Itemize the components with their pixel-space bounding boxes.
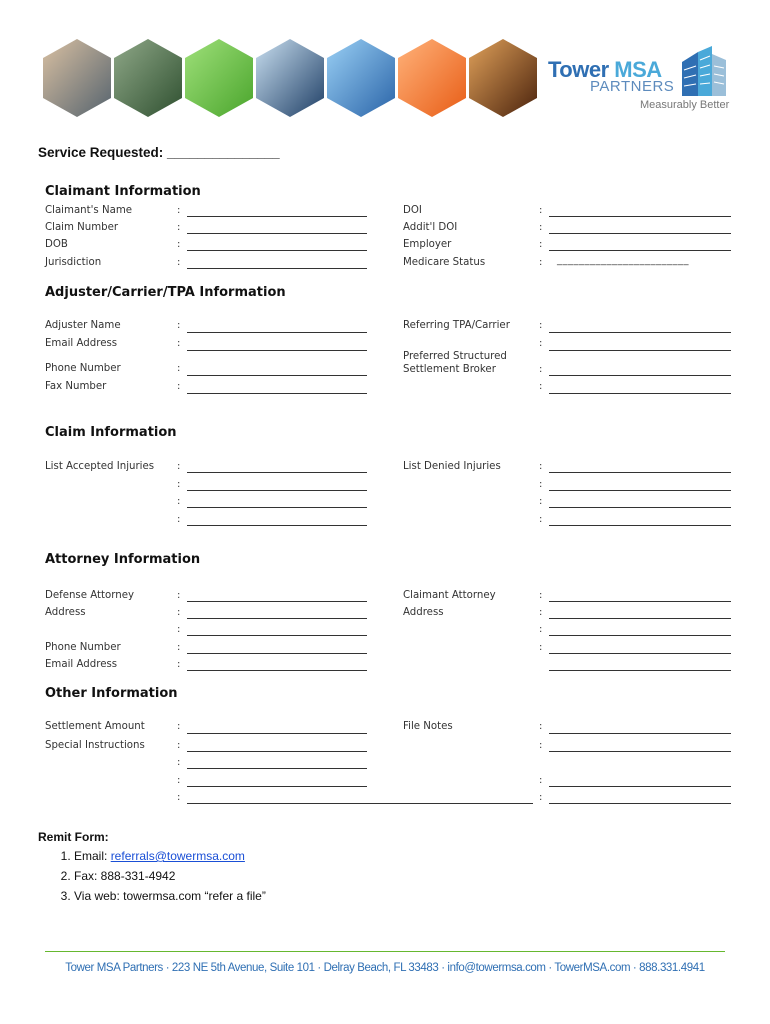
header-banner [40,36,540,120]
label-adjuster-fax: Fax Number [45,381,107,392]
colon: : [177,607,181,618]
colon: : [177,257,181,268]
colon: : [177,740,181,751]
logo-partners: PARTNERS [590,78,675,95]
colon: : [177,757,181,768]
colon: : [539,624,543,635]
field-accepted-injury[interactable] [187,472,367,473]
colon: : [177,775,181,786]
colon: : [539,320,543,331]
colon: : [177,496,181,507]
label-jurisdiction: Jurisdiction [45,257,102,268]
label-medicare-status: Medicare Status [403,257,486,268]
remit-title: Remit Form: [38,830,109,844]
colon: : [539,775,543,786]
section-title-claimant: Claimant Information [45,184,201,199]
field-referring-tpa[interactable] [549,332,731,333]
field-claim-number[interactable] [187,233,367,234]
colon: : [177,363,181,374]
field-medicare-status[interactable]: ________________________ [557,255,689,266]
colon: : [177,514,181,525]
field-file-notes-4[interactable] [549,803,731,804]
field-denied-injury[interactable] [549,507,731,508]
colon: : [539,496,543,507]
field-adjuster-name[interactable] [187,332,367,333]
colon: : [539,792,543,803]
label-settlement-amount: Settlement Amount [45,721,145,732]
label-accepted-injuries: List Accepted Injuries [45,461,155,472]
field-adjuster-phone[interactable] [187,375,367,376]
hex-image-scales [469,39,537,117]
field-accepted-injury[interactable] [187,507,367,508]
colon: : [539,590,543,601]
field-employer[interactable] [549,250,731,251]
hex-image-pills [327,39,395,117]
label-file-notes: File Notes [403,721,453,732]
label-adjuster-email: Email Address [45,338,118,349]
field-accepted-injury[interactable] [187,490,367,491]
colon: : [539,642,543,653]
section-title-other: Other Information [45,686,178,701]
colon: : [539,740,543,751]
remit-list [38,848,266,904]
building-icon [680,46,728,96]
section-title-adjuster: Adjuster/Carrier/TPA Information [45,285,286,300]
label-employer: Employer [403,239,452,250]
field-doi[interactable] [549,216,731,217]
field-claimant-name[interactable] [187,216,367,217]
field-attorney-email[interactable] [187,670,367,671]
field-claimant-attorney-address-4[interactable] [549,670,731,671]
field-claimant-attorney[interactable] [549,601,731,602]
hex-image-orange [398,39,466,117]
field-dob[interactable] [187,250,367,251]
label-defense-attorney: Defense Attorney [45,590,135,601]
colon: : [177,239,181,250]
colon: : [539,607,543,618]
label-settlement-broker: Settlement Broker [403,364,496,375]
hex-image-green [185,39,253,117]
colon: : [539,364,543,375]
colon: : [177,338,181,349]
label-claimant-name: Claimant's Name [45,205,133,216]
field-claimant-attorney-address[interactable] [549,618,731,619]
colon: : [177,792,181,803]
field-adjuster-fax[interactable] [187,393,367,394]
company-logo [548,44,738,116]
colon: : [539,514,543,525]
field-adjuster-email[interactable] [187,350,367,351]
field-claimant-attorney-address-3[interactable] [549,653,731,654]
field-special-instructions[interactable] [187,751,367,752]
footer-contact: Tower MSA Partners · 223 NE 5th Avenue, Suite 101 · Delray Beach, FL 33483 · info@towermsa.com · TowerMSA.com · 888.331.4941 [65,962,705,974]
hex-image-medical [256,39,324,117]
label-adjuster-phone: Phone Number [45,363,121,374]
service-requested[interactable]: Service Requested: _______________ [38,145,280,160]
colon: : [177,642,181,653]
logo-tagline: Measurably Better [640,99,730,111]
logo-wordmark: Tower MSA [548,57,662,82]
field-referring-tpa-2[interactable] [549,350,731,351]
colon: : [177,205,181,216]
remit-form [38,830,266,908]
colon: : [177,320,181,331]
field-accepted-injury[interactable] [187,525,367,526]
label-addit-doi: Addit'l DOI [403,222,458,233]
label-special-instructions: Special Instructions [45,740,145,751]
field-denied-injury[interactable] [549,472,731,473]
field-attorney-phone[interactable] [187,653,367,654]
field-settlement-broker-2[interactable] [549,393,731,394]
remit-item-fax: 2. Fax: 888-331-4942 [74,868,266,884]
field-defense-address-2[interactable] [187,635,367,636]
colon: : [539,479,543,490]
hex-image-money [114,39,182,117]
field-special-instructions-4[interactable] [187,803,533,804]
colon: : [539,721,543,732]
field-addit-doi[interactable] [549,233,731,234]
colon: : [177,721,181,732]
colon: : [177,461,181,472]
label-claimant-attorney-address: Address [403,607,444,618]
label-claimant-attorney: Claimant Attorney [403,590,496,601]
colon: : [539,461,543,472]
label-adjuster-name: Adjuster Name [45,320,121,331]
label-claim-number: Claim Number [45,222,119,233]
field-jurisdiction[interactable] [187,268,367,269]
email-link[interactable]: referrals@towermsa.com [110,849,245,863]
label-doi: DOI [403,205,422,216]
colon: : [539,381,543,392]
field-claimant-attorney-address-2[interactable] [549,635,731,636]
colon: : [539,205,543,216]
label-dob: DOB [45,239,68,250]
footer-divider [45,951,725,952]
section-title-attorney: Attorney Information [45,552,201,567]
section-title-claim: Claim Information [45,425,177,440]
label-preferred-structured: Preferred Structured [403,351,507,362]
colon: : [177,222,181,233]
field-denied-injury[interactable] [549,490,731,491]
field-defense-attorney[interactable] [187,601,367,602]
colon: : [539,239,543,250]
label-defense-address: Address [45,607,86,618]
field-file-notes-2[interactable] [549,751,731,752]
field-special-instructions-2[interactable] [187,768,367,769]
field-settlement-amount[interactable] [187,733,367,734]
colon: : [177,381,181,392]
label-denied-injuries: List Denied Injuries [403,461,501,472]
colon: : [539,338,543,349]
colon: : [539,222,543,233]
field-special-instructions-3[interactable] [187,786,367,787]
field-file-notes-3[interactable] [549,786,731,787]
field-denied-injury[interactable] [549,525,731,526]
label-attorney-email: Email Address [45,659,118,670]
colon: : [177,590,181,601]
remit-item-web: 3. Via web: towermsa.com “refer a file” [74,888,266,904]
field-settlement-broker[interactable] [549,375,731,376]
colon: : [177,659,181,670]
label-referring-tpa: Referring TPA/Carrier [403,320,510,331]
colon: : [539,257,543,268]
hex-image-business [43,39,111,117]
colon: : [177,479,181,490]
field-file-notes[interactable] [549,733,731,734]
label-attorney-phone: Phone Number [45,642,121,653]
field-defense-address[interactable] [187,618,367,619]
remit-item-email: 1. Email: referrals@towermsa.com [74,848,266,864]
colon: : [177,624,181,635]
